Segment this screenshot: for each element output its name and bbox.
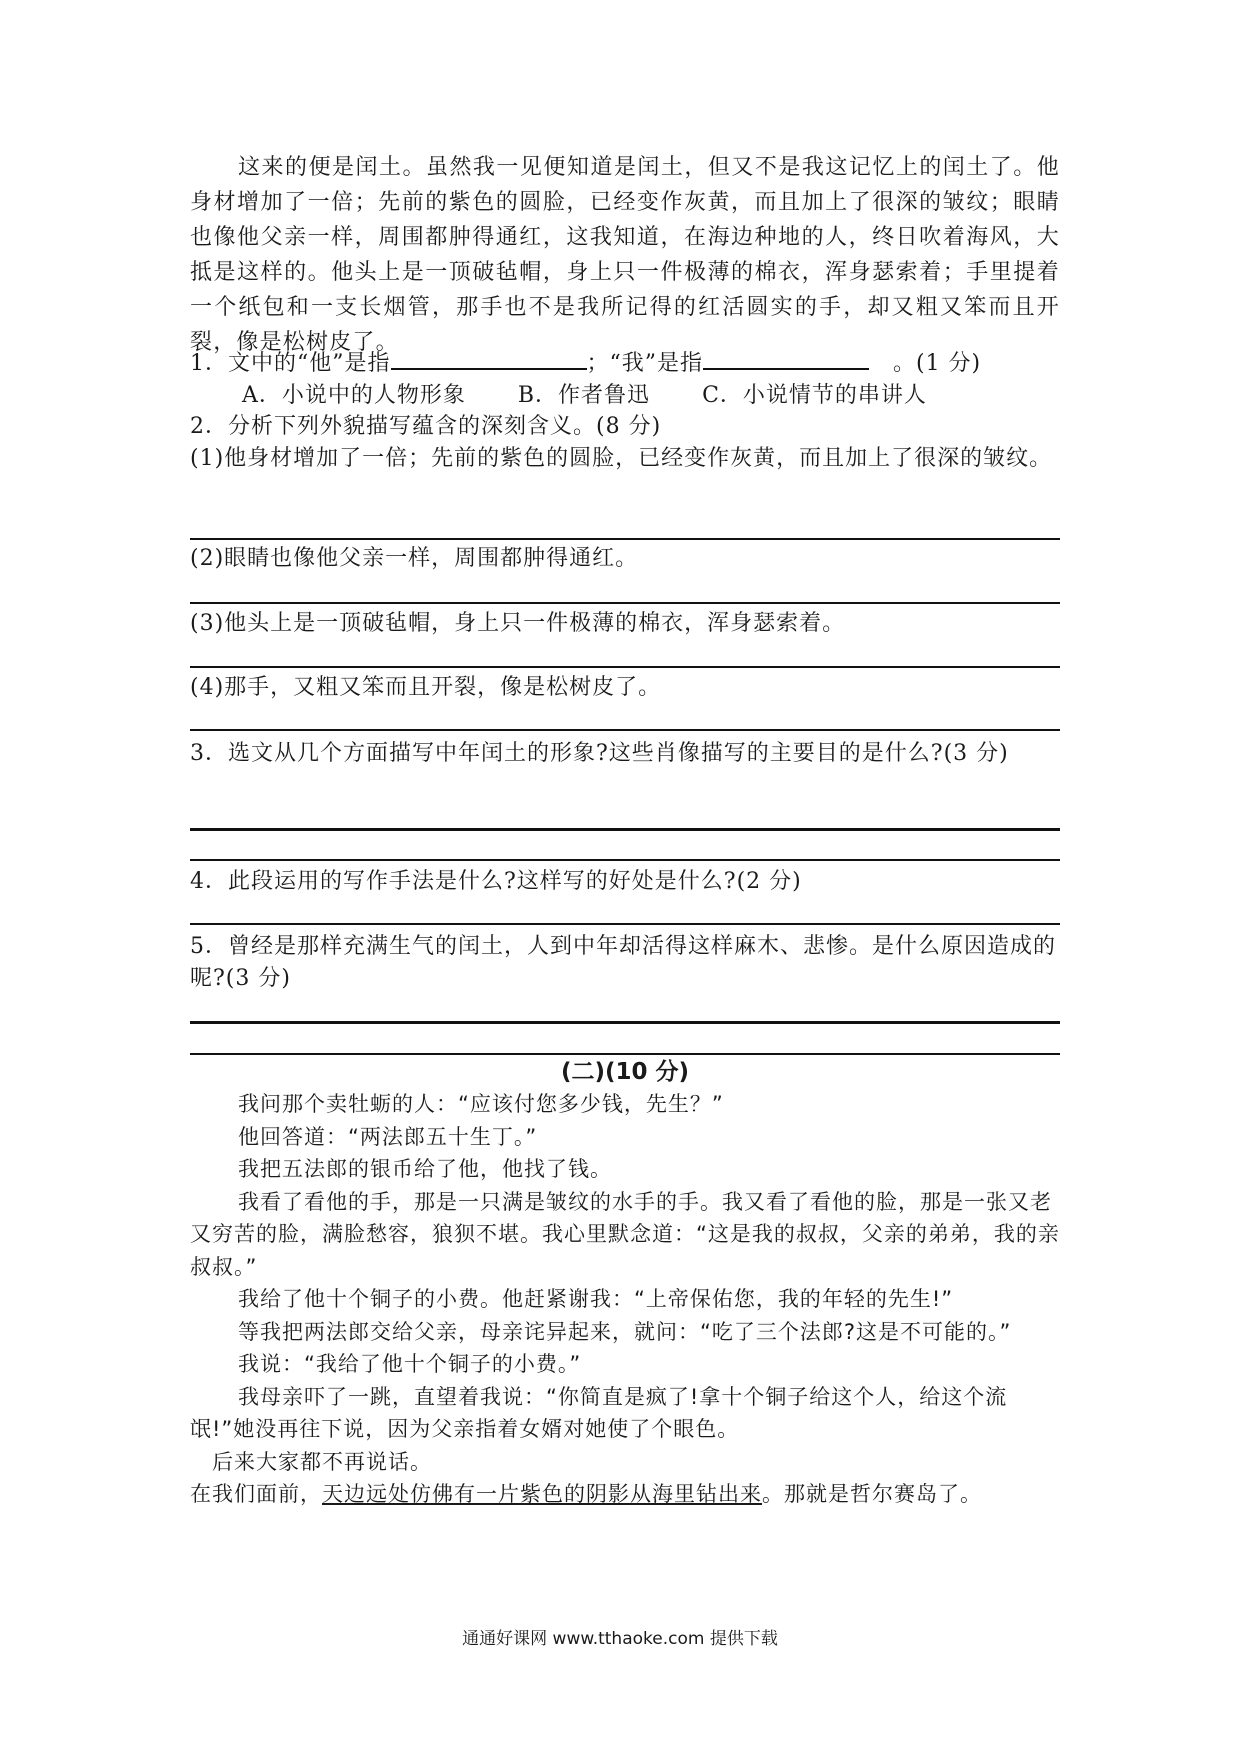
passage-two-para-6: 等我把两法郎交给父亲，母亲诧异起来，就问：“吃了三个法郎?这是不可能的。” [238,1319,1012,1344]
passage-two-para-9: 后来大家都不再说话。 [212,1449,432,1474]
q4-text: 4．此段运用的写作手法是什么?这样写的好处是什么?(2 分) [190,869,802,894]
q2-answer-line-1[interactable] [190,538,1060,540]
q2-item-3: (3)他头上是一顶破毡帽，身上只一件极薄的棉衣，浑身瑟索着。 [190,611,846,636]
passage-two-last-prefix: 在我们面前， [190,1482,322,1506]
passage-two-para-2: 他回答道：“两法郎五十生丁。” [238,1124,538,1149]
passage-one [190,150,1060,360]
section-two-title: (二)(10 分) [560,1059,690,1085]
q2-answer-line-3[interactable] [190,666,1060,668]
passage-two-para-8: 我母亲吓了一跳，直望着我说：“你简直是疯了!拿十个铜子给这个人，给这个流氓!”她没再往下说，因为父亲指着女婿对她使了个眼色。 [190,1384,1008,1441]
q1-middle: ；“我”是指 [586,351,703,376]
download-footer: 通通好课网 www.tthaoke.com 提供下载 [462,1629,778,1649]
q1-option-b[interactable]: B．作者鲁迅 [517,383,651,408]
passage-two-para-4: 我看了看他的手，那是一只满是皱纹的水手的手。我又看了看他的脸，那是一张又老又穷苦的脸，满脸愁容，狼狈不堪。我心里默念道：“这是我的叔叔，父亲的弟弟，我的亲叔叔。” [190,1189,1060,1279]
q1-suffix: 。(1 分) [892,351,982,376]
passage-two-underlined-sentence: 天边远处仿佛有一片紫色的阴影从海里钻出来 [322,1482,762,1506]
q2-item-1: (1)他身材增加了一倍；先前的紫色的圆脸，已经变作灰黄，而且加上了很深的皱纹。 [190,446,1053,471]
question-3 [190,738,1060,770]
q1-prefix: 1．文中的“他”是指 [190,351,391,376]
passage-two-para-3: 我把五法郎的银币给了他，他找了钱。 [238,1157,612,1181]
question-1 [190,346,1060,412]
q5-answer-line-2[interactable] [190,1053,1060,1055]
q4-answer-line[interactable] [190,923,1060,925]
q5-answer-line-1[interactable] [190,1021,1060,1024]
q1-option-c[interactable]: C．小说情节的串讲人 [702,383,927,408]
section-two [190,1056,1060,1511]
question-5 [190,931,1060,995]
passage-two-last [190,1478,1060,1511]
q3-answer-line-2[interactable] [190,859,1060,861]
q3-text: 3．选文从几个方面描写中年闰土的形象?这些肖像描写的主要目的是什么?(3 分) [190,741,1009,766]
q2-answer-line-4[interactable] [190,729,1060,731]
q5-text: 5．曾经是那样充满生气的闰土，人到中年却活得这样麻木、悲惨。是什么原因造成的呢?(3 分) [190,934,1056,991]
q1-blank-he[interactable] [391,346,587,370]
passage-two-para-7: 我说：“我给了他十个铜子的小费。” [238,1352,582,1376]
q2-title: 2．分析下列外貌描写蕴含的深刻含义。(8 分) [190,414,662,439]
question-2 [190,410,1060,475]
passage-two-para-5: 我给了他十个铜子的小费。他赶紧谢我：“上帝保佑您，我的年轻的先生!” [238,1287,954,1311]
q1-options [242,380,1060,412]
q3-answer-line-1[interactable] [190,828,1060,831]
passage-one-text: 这来的便是闰土。虽然我一见便知道是闰土，但又不是我这记忆上的闰土了。他身材增加了一倍；先前的紫色的圆脸，已经变作灰黄，而且加上了很深的皱纹；眼睛也像他父亲一样，周围都肿得通红，这我知道，在海边种地的人，终日吹着海风，大抵是这样的。他头上是一顶破毡帽，身上只一件极薄的棉衣，浑身瑟索着；手里提着一个纸包和一支长烟管，那手也不是我所记得的红活圆实的手，却又粗又笨而且开裂，像是松树皮了。 [190,155,1060,355]
q1-blank-wo[interactable] [703,346,869,370]
passage-two-para-1: 我问那个卖牡蛎的人：“应该付您多少钱，先生？” [238,1092,724,1116]
q1-option-a[interactable]: A．小说中的人物形象 [242,383,466,408]
q2-item-4: (4)那手，又粗又笨而且开裂，像是松树皮了。 [190,675,662,700]
q2-answer-line-2[interactable] [190,602,1060,604]
passage-two-last-suffix: 。那就是哲尔赛岛了。 [762,1482,982,1506]
q2-item-2: (2)眼睛也像他父亲一样，周围都肿得通红。 [190,546,639,571]
question-4 [190,866,1060,898]
